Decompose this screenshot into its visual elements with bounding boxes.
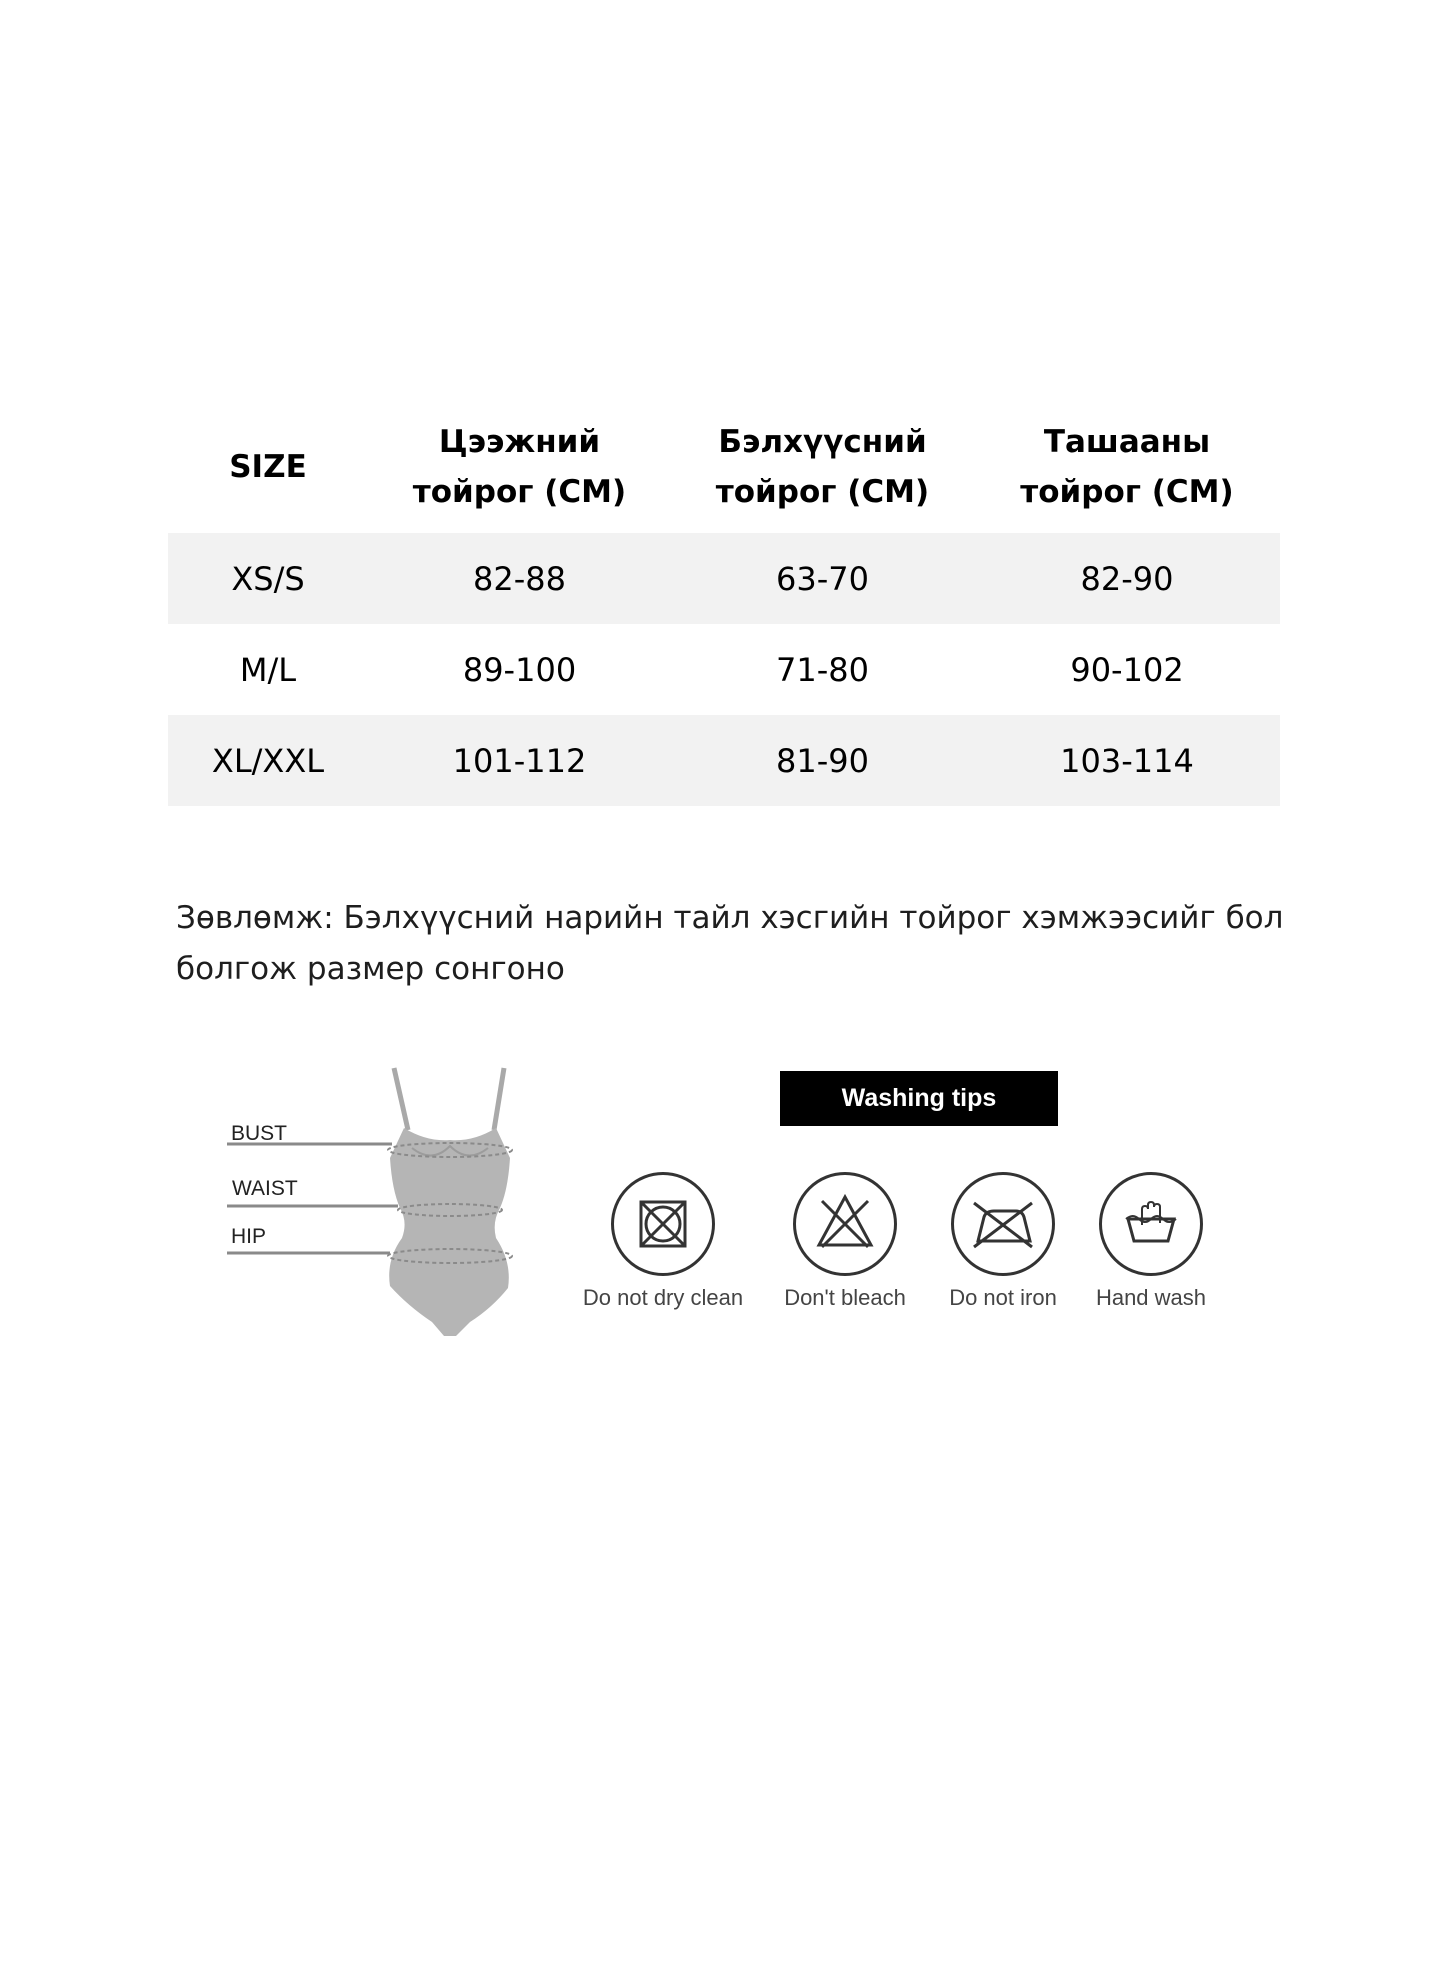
hand-wash-icon — [1099, 1172, 1203, 1276]
cell-hip: 90-102 — [1070, 650, 1184, 689]
cell-bust: 101-112 — [368, 715, 671, 806]
cell-hip: 103-114 — [974, 715, 1280, 806]
table-row — [168, 533, 1280, 624]
care-label-iron: Do not iron — [949, 1285, 1057, 1310]
cell-hip: 82-90 — [974, 533, 1280, 624]
size-chart-table — [168, 400, 1280, 806]
no-iron-icon — [951, 1172, 1055, 1276]
table-header-row — [168, 400, 1280, 533]
header-waist: Бэлхүүсний тойрог (CM) — [715, 423, 930, 510]
waist-label: WAIST — [232, 1177, 298, 1200]
no-dry-clean-icon — [611, 1172, 715, 1276]
cell-waist: 71-80 — [776, 650, 869, 689]
bodysuit-illustration — [222, 1060, 552, 1350]
care-label-hand-wash: Hand wash — [1095, 1285, 1207, 1310]
header-hip: Ташааны тойрог (CM) — [1020, 423, 1234, 510]
table-row — [168, 624, 1280, 715]
no-bleach-icon — [793, 1172, 897, 1276]
header-size: SIZE — [229, 448, 307, 485]
washing-tips-title: Washing tips — [780, 1071, 1058, 1126]
care-label-dry-clean: Do not dry clean — [582, 1285, 744, 1310]
cell-size: XL/XXL — [168, 715, 368, 806]
cell-bust: 89-100 — [462, 650, 577, 689]
care-label-bleach: Don't bleach — [784, 1285, 906, 1310]
cell-size: M/L — [239, 650, 297, 689]
cell-waist: 63-70 — [671, 533, 974, 624]
hip-label: HIP — [231, 1225, 267, 1248]
header-bust: Цээжний тойрог (CM) — [412, 423, 627, 510]
measurement-figure — [222, 1060, 552, 1350]
cell-size: XS/S — [168, 533, 368, 624]
table-row — [168, 715, 1280, 806]
bust-label: BUST — [231, 1122, 288, 1145]
size-advice-note: Зөвлөмж: Бэлхүүсний нарийн тайл хэсгийн тойрог хэмжээсийг бол болгож размер сонгоно — [176, 900, 1284, 987]
cell-waist: 81-90 — [671, 715, 974, 806]
cell-bust: 82-88 — [368, 533, 671, 624]
